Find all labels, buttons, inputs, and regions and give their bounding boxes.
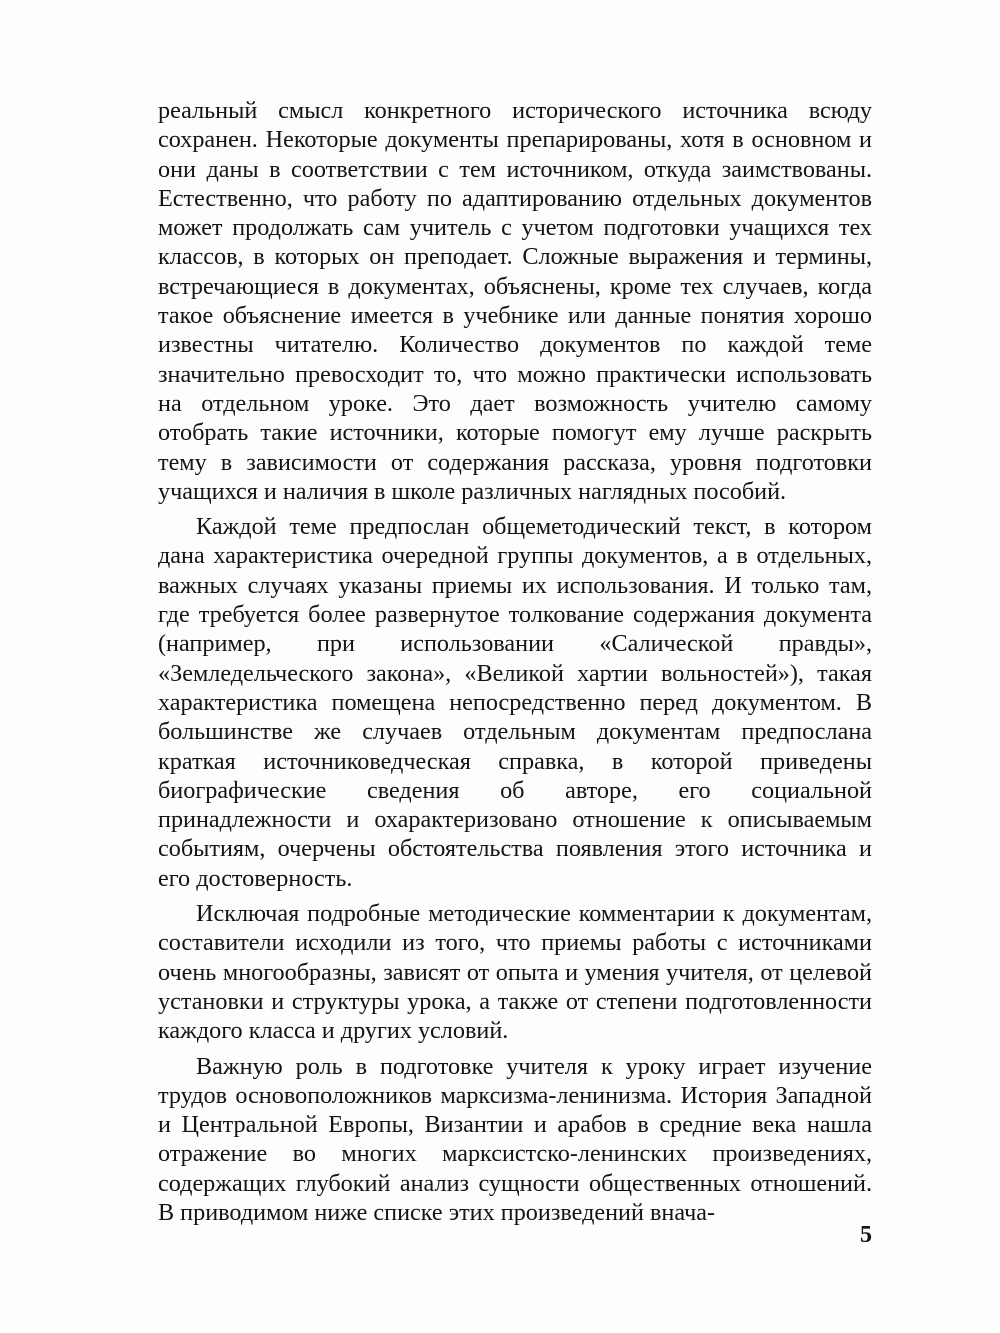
paragraph-4: Важную роль в подготовке учителя к уроку играет изучение трудов основоположников марксизма-ленинизма. История Западной и Центральной Европы, Византии и арабов в средние века нашла отражение во многих марксистско-ленинских произведениях, содержащих глубокий анализ сущности общественных отношений. В приводимом ниже списке этих произведений внача- bbox=[158, 1052, 872, 1226]
page-number: 5 bbox=[860, 1222, 872, 1248]
paragraph-1: реальный смысл конкретного исторического источника всюду сохранен. Некоторые документы препарированы, хотя в основном и они даны в соответствии с тем источником, откуда заимствованы. Естественно, что работу по адаптированию отдельных документов может продолжать сам учитель с учетом подготовки учащихся тех классов, в которых он преподает. Сложные выражения и термины, встречающиеся в документах, объяснены, кроме тех случаев, когда такое объяснение имеется в учебнике или данные понятия хорошо известны читателю. Количество документов по каждой теме значительно превосходит то, что можно практически использовать на отдельном уроке. Это дает возможность учителю самому отобрать такие источники, которые помогут ему лучше раскрыть тему в зависимости от содержания рассказа, уровня подготовки учащихся и наличия в школе различных наглядных пособий. bbox=[158, 97, 872, 505]
paragraph-2: Каждой теме предпослан общеметодический текст, в котором дана характеристика очередной группы документов, а в отдельных, важных случаях указаны приемы их использования. И только там, где требуется более развернутое толкование содержания документа (например, при использовании «Салической правды», «Земледельческого закона», «Великой хартии вольностей»), такая характеристика помещена непосредственно перед документом. В большинстве же случаев отдельным документам предпослана краткая источниковедческая справка, в которой приведены биографические сведения об авторе, его социальной принадлежности и охарактеризовано отношение к описываемым событиям, очерчены обстоятельства появления этого источника и его достоверность. bbox=[158, 513, 872, 892]
body-text bbox=[158, 96, 872, 1227]
paragraph-3: Исключая подробные методические комментарии к документам, составители исходили из того, что приемы работы с источниками очень многообразны, зависят от опыта и умения учителя, от целевой установки и структуры урока, а также от степени подготовленности каждого класса и других условий. bbox=[158, 900, 872, 1045]
